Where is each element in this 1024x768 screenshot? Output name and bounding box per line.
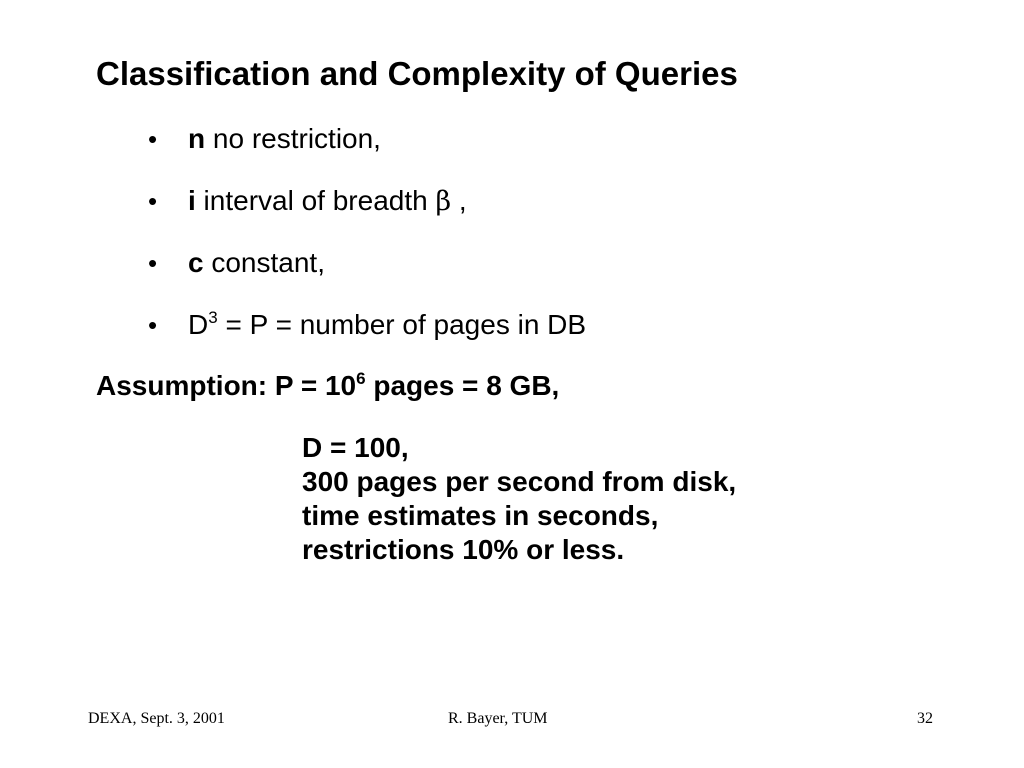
assumption-exponent: 6 (356, 369, 366, 388)
bullet-base: D (188, 309, 209, 340)
bullet-description: no restriction, (205, 123, 381, 154)
bullet-text (188, 118, 381, 160)
bullet-suffix: , (451, 185, 467, 216)
bullet-marker: • (148, 310, 158, 340)
assumption-prefix: Assumption: P = 10 (96, 370, 357, 401)
assumption-suffix: pages = 8 GB, (365, 370, 560, 401)
bullet-description: constant, (203, 247, 325, 278)
slide-title: Classification and Complexity of Queries (96, 55, 738, 92)
bullet-keyword: i (188, 185, 196, 216)
detail-line: D = 100, (302, 432, 409, 463)
detail-line: restrictions 10% or less. (302, 534, 625, 565)
bullet-keyword: c (188, 247, 204, 278)
bullet-marker: • (148, 124, 158, 154)
bullet-marker: • (148, 248, 158, 278)
beta-symbol: β (435, 186, 452, 217)
footer-event-date: DEXA, Sept. 3, 2001 (88, 710, 225, 727)
bullet-description: = P = number of pages in DB (217, 309, 587, 340)
bullet-text (188, 180, 467, 223)
bullet-exponent: 3 (208, 308, 218, 327)
assumption-line (96, 365, 559, 407)
bullet-marker: • (148, 186, 158, 216)
assumption-details (302, 431, 736, 567)
footer-page-number: 32 (917, 710, 933, 727)
bullet-text (188, 304, 586, 346)
bullet-keyword: n (188, 123, 206, 154)
footer-author: R. Bayer, TUM (448, 710, 548, 727)
bullet-description: interval of breadth (195, 185, 436, 216)
bullet-text (188, 242, 325, 284)
detail-line: 300 pages per second from disk, (302, 466, 737, 497)
detail-line: time estimates in seconds, (302, 500, 659, 531)
